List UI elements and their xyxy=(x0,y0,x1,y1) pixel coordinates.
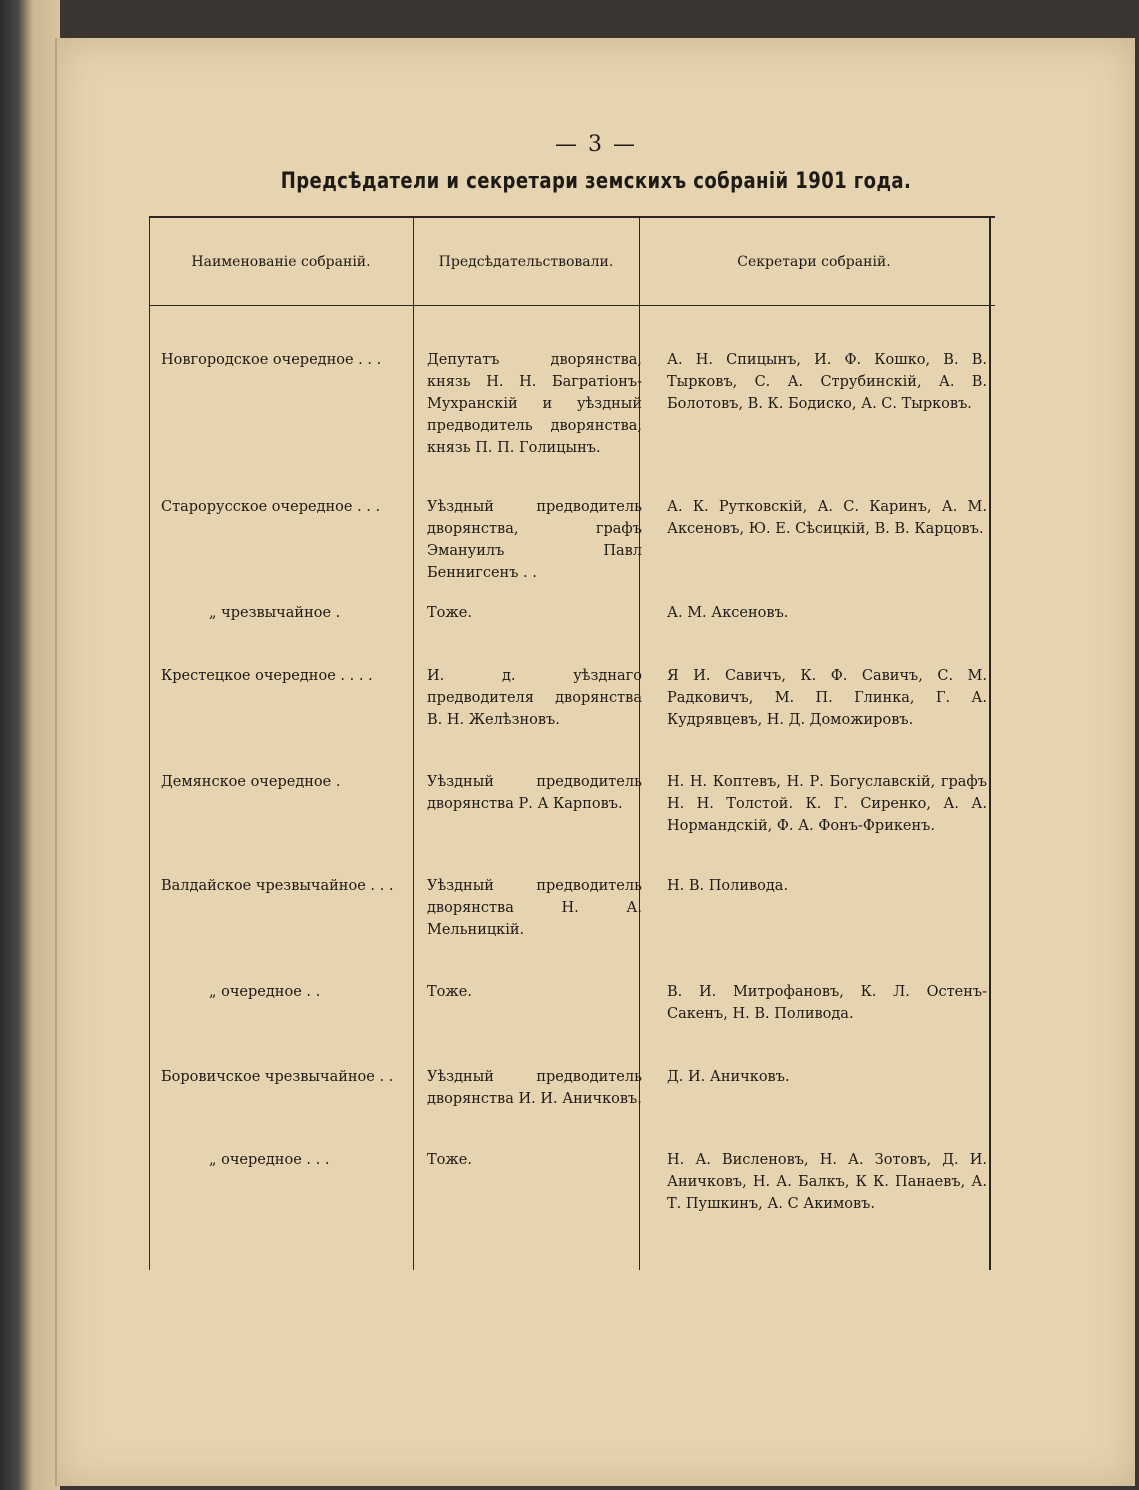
row-8-name: Боровичское чрезвычайное . . xyxy=(161,1069,394,1085)
row-8-secretaries: Д. И. Аничковъ. xyxy=(667,1069,790,1085)
row-1-name: Новгородское очередное . . . xyxy=(161,352,382,368)
row-3-chair: Тоже. xyxy=(427,605,472,621)
row-5-chair: Уѣздный предводитель дворянства Р. А Карповъ. xyxy=(427,774,642,812)
table-left-border xyxy=(149,218,150,1270)
book-spine xyxy=(0,0,60,1490)
row-2-chair: Уѣздный предводитель дворянства, графъ Эмануилъ Павл Беннигсенъ . . xyxy=(427,499,642,581)
row-4-name: Крестецкое очередное . . . . xyxy=(161,668,373,684)
column-divider-1 xyxy=(413,218,414,1270)
header-assembly-name: Наименованіе собраній. xyxy=(191,254,371,270)
row-3-secretaries: А. М. Аксеновъ. xyxy=(667,605,789,621)
row-2-name: Старорусское очередное . . . xyxy=(161,499,381,515)
row-1-chair: Депутатъ дворянства, князь Н. Н. Багратіонъ-Мухранскій и уѣздный предводитель дворянства, князь П. П. Голицынъ. xyxy=(427,352,642,456)
row-7-name: „ очередное . . xyxy=(209,984,321,1000)
table-top-rule xyxy=(149,216,995,218)
header-chairs: Предсѣдательствовали. xyxy=(438,254,614,270)
row-9-name: „ очередное . . . xyxy=(209,1152,330,1168)
row-1-secretaries: А. Н. Спицынъ, И. Ф. Кошко, В. В. Тырковъ, С. А. Струбинскій, А. В. Болотовъ, В. К. Бодиско, А. С. Тырковъ. xyxy=(667,352,987,412)
page-title: Предсѣдатели и секретари земскихъ собраній 1901 года. xyxy=(280,169,912,194)
header-secretaries: Секретари собраній. xyxy=(737,254,891,270)
row-7-secretaries: В. И. Митрофановъ, К. Л. Остенъ-Сакенъ, Н. В. Поливода. xyxy=(667,984,987,1022)
row-6-chair: Уѣздный предводитель дворянства Н. А. Мельницкій. xyxy=(427,878,642,938)
header-bottom-rule xyxy=(149,305,995,306)
row-9-chair: Тоже. xyxy=(427,1152,472,1168)
page-number: — 3 — xyxy=(555,132,637,157)
row-6-secretaries: Н. В. Поливода. xyxy=(667,878,789,894)
row-3-name: „ чрезвычайное . xyxy=(209,605,341,621)
row-5-secretaries: Н. Н. Коптевъ, Н. Р. Богуславскій, графъ Н. Н. Толстой. К. Г. Сиренко, А. А. Нормандскій, Ф. А. Фонъ-Фрикенъ. xyxy=(667,774,987,834)
row-8-chair: Уѣздный предводитель дворянства И. И. Аничковъ. xyxy=(427,1069,642,1107)
row-7-chair: Тоже. xyxy=(427,984,472,1000)
row-2-secretaries: А. К. Рутковскій, А. С. Каринъ, А. М. Аксеновъ, Ю. Е. Сѣсицкій, В. В. Карцовъ. xyxy=(667,499,987,537)
row-5-name: Демянское очередное . xyxy=(161,774,341,790)
document-page xyxy=(55,38,1135,1486)
row-4-secretaries: Я И. Савичъ, К. Ф. Савичъ, С. М. Радковичъ, М. П. Глинка, Г. А. Кудрявцевъ, Н. Д. Доможировъ. xyxy=(667,668,987,728)
row-6-name: Валдайское чрезвычайное . . . xyxy=(161,878,394,894)
table-right-border xyxy=(989,218,991,1270)
row-9-secretaries: Н. А. Висленовъ, Н. А. Зотовъ, Д. И. Аничковъ, Н. А. Балкъ, К К. Панаевъ, А. Т. Пушкинъ, А. С Акимовъ. xyxy=(667,1152,987,1212)
row-4-chair: И. д. уѣзднаго предводителя дворянства В. Н. Желѣзновъ. xyxy=(427,668,642,728)
